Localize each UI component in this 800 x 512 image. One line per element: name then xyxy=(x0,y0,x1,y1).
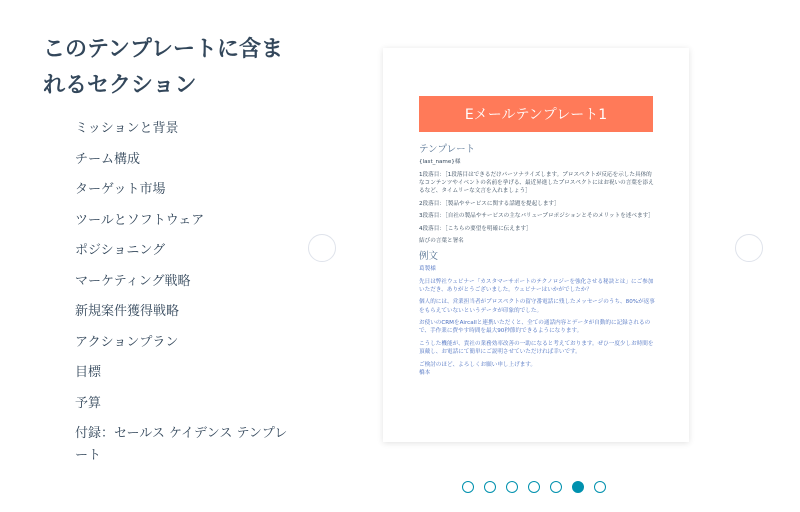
carousel-dot[interactable] xyxy=(550,481,562,493)
carousel-dot[interactable] xyxy=(484,481,496,493)
template-line: 4段落目：［こちらの要望を明確に伝えます］ xyxy=(419,225,532,232)
section-list xyxy=(75,118,290,476)
example-line: ご検討のほど、よろしくお願い申し上げます。 橋本 xyxy=(419,361,537,376)
carousel-dot[interactable] xyxy=(594,481,606,493)
example-line: 個人的には、営業担当者がプロスペクトの留守番電話に残したメッセージのうち、80%が返事をもらえていないというデータが印象的でした。 xyxy=(419,299,655,314)
template-line: 結びの言葉と署名 xyxy=(419,238,464,245)
preview-document xyxy=(419,141,657,382)
template-line: {last_name}様 xyxy=(419,159,461,165)
template-line: 3段落目：［自社の製品やサービスの主なバリュープロポジションとそのメリットを述べます］ xyxy=(419,213,654,220)
section-heading: このテンプレートに含まれるセクション xyxy=(43,37,284,98)
section-item: 目標 xyxy=(75,365,102,380)
section-item: 付録：セールス ケイデンス テンプレート xyxy=(75,426,288,463)
section-item: ポジショニング xyxy=(75,243,166,258)
carousel-next-button[interactable] xyxy=(735,234,763,262)
carousel-dot[interactable] xyxy=(528,481,540,493)
template-line: 2段落目：［製品やサービスに関する話題を提起します］ xyxy=(419,200,560,207)
example-line: 葛製様 xyxy=(419,265,436,272)
section-item: ミッションと背景 xyxy=(75,121,179,136)
example-line: 先日は弊社ウェビナー「カスタマーサポートのテクノロジーを強化させる秘訣とは」にご参加いただき、ありがとうございました。ウェビナーはいかがでしたか？ xyxy=(419,278,654,293)
carousel-prev-button[interactable] xyxy=(308,234,336,262)
carousel-pagination xyxy=(462,481,606,493)
example-line: お使いのCRMをAircallと連携いただくと、全ての通話内容とデータが自動的に記録されるので、手作業に費やす時間を最大90秒節約できるようになります。 xyxy=(419,320,651,335)
section-item: チーム構成 xyxy=(75,151,141,167)
example-heading: 例文 xyxy=(419,250,439,262)
template-heading: テンプレート xyxy=(419,144,476,155)
section-item: ツールとソフトウェア xyxy=(75,212,205,228)
carousel-dot[interactable] xyxy=(462,481,474,493)
example-block xyxy=(419,265,657,377)
preview-banner-title: Eメールテンプレート1 xyxy=(419,96,653,132)
carousel-dot[interactable] xyxy=(506,481,518,493)
example-line: こうした機能が、貴社の業務効率改善の一助になると考えております。ぜひ一度少しお時間を頂戴し、お電話にて簡単にご説明させていただければ幸いです。 xyxy=(419,340,654,356)
template-line: 1段落目：［1段落目はできるだけパーソナライズします。プロスペクトが反応を示した具体的なコンテンツやイベントの名前を挙げる、最近昇進したプロスペクトにはお祝いの言葉を添えるなど、タイムリーな文言を入れましょう］ xyxy=(419,171,654,194)
section-item: マーケティング戦略 xyxy=(75,273,191,289)
section-item: ターゲット市場 xyxy=(75,182,166,197)
template-preview-card xyxy=(383,48,689,442)
carousel-dot[interactable] xyxy=(572,481,584,493)
section-item: アクションプラン xyxy=(75,334,179,350)
section-item: 新規案件獲得戦略 xyxy=(75,304,180,319)
section-item: 予算 xyxy=(75,395,102,411)
